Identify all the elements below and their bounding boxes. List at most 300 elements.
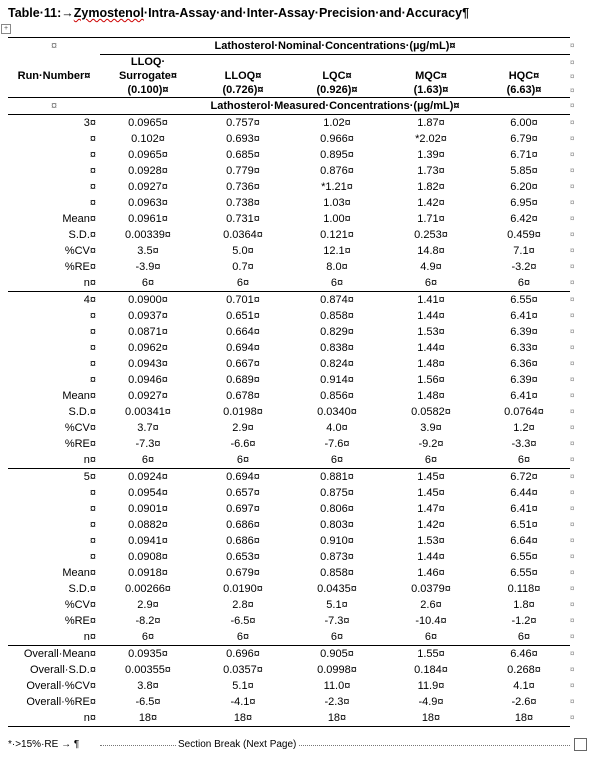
title-text: ·Intra-Assay·and·Inter-Assay·Precision·and·Accuracy¶ bbox=[143, 6, 470, 20]
value-cell: 0.689¤ bbox=[226, 374, 260, 386]
value-cell: 1.45¤ bbox=[417, 487, 445, 499]
value-cell: 12.1¤ bbox=[323, 245, 351, 257]
value-cell: 6¤ bbox=[424, 631, 438, 643]
value-cell: 6¤ bbox=[424, 277, 438, 289]
row-label: Mean¤ bbox=[62, 213, 96, 225]
header-row-measured bbox=[8, 98, 570, 115]
value-cell: 4.9¤ bbox=[420, 261, 442, 273]
table-row bbox=[8, 613, 570, 629]
end-of-row-mark-icon: ¤ bbox=[570, 294, 575, 304]
value-cell: 0.856¤ bbox=[320, 390, 354, 402]
header-row-columns bbox=[8, 69, 570, 83]
value-cell: -7.3¤ bbox=[324, 615, 350, 627]
value-cell: 0.0965¤ bbox=[128, 117, 168, 129]
value-cell: -10.4¤ bbox=[415, 615, 447, 627]
row-label: S.D.¤ bbox=[68, 229, 96, 241]
table-row bbox=[8, 436, 570, 452]
value-cell: -3.2¤ bbox=[511, 261, 537, 273]
value-cell: 0.697¤ bbox=[226, 503, 260, 515]
value-cell: 6.55¤ bbox=[510, 567, 538, 579]
value-cell: 0.858¤ bbox=[320, 567, 354, 579]
value-cell: 1.39¤ bbox=[417, 149, 445, 161]
value-cell: 18¤ bbox=[421, 712, 441, 724]
end-of-row-mark-icon: ¤ bbox=[570, 230, 575, 239]
row-label: ¤ bbox=[89, 310, 96, 322]
column-header bbox=[478, 55, 570, 70]
row-label: 5¤ bbox=[83, 471, 96, 483]
end-of-row-mark-icon: ¤ bbox=[570, 488, 575, 497]
end-of-row-mark-icon: ¤ bbox=[570, 713, 575, 722]
value-cell: 0.0998¤ bbox=[317, 664, 357, 676]
value-cell: 5.0¤ bbox=[232, 245, 254, 257]
value-cell: -9.2¤ bbox=[418, 438, 444, 450]
table-row bbox=[8, 163, 570, 179]
value-cell: 0.873¤ bbox=[320, 551, 354, 563]
overall-row-label: Overall·%RE¤ bbox=[26, 696, 96, 708]
row-label: ¤ bbox=[89, 535, 96, 547]
value-cell: -3.3¤ bbox=[511, 438, 537, 450]
section-break-label: Section Break (Next Page) bbox=[178, 739, 297, 750]
value-cell: 6¤ bbox=[517, 277, 531, 289]
value-cell: -6.5¤ bbox=[230, 615, 256, 627]
table-row-overall bbox=[8, 646, 570, 663]
end-of-row-mark-icon: ¤ bbox=[570, 246, 575, 255]
value-cell: 0.696¤ bbox=[226, 648, 260, 660]
value-cell: 0.0882¤ bbox=[128, 519, 168, 531]
end-of-row-mark-icon: ¤ bbox=[570, 455, 575, 464]
value-cell: 0.824¤ bbox=[320, 358, 354, 370]
value-cell: 0.685¤ bbox=[226, 149, 260, 161]
value-cell: 0.905¤ bbox=[320, 648, 354, 660]
value-cell: 0.874¤ bbox=[320, 294, 354, 306]
end-of-row-mark-icon: ¤ bbox=[570, 423, 575, 432]
value-cell: -7.6¤ bbox=[324, 438, 350, 450]
table-row bbox=[8, 565, 570, 581]
run-number-header: Run·Number¤ bbox=[17, 69, 91, 82]
value-cell: 6.64¤ bbox=[510, 535, 538, 547]
measured-concentrations-header: Lathosterol·Measured·Concentrations·(µg/mL)¤ bbox=[210, 100, 460, 112]
row-label: ¤ bbox=[89, 551, 96, 563]
value-cell: 14.8¤ bbox=[417, 245, 445, 257]
page-footer bbox=[8, 738, 583, 752]
value-cell: 6.36¤ bbox=[510, 358, 538, 370]
value-cell: 0.966¤ bbox=[320, 133, 354, 145]
column-header: LQC¤ bbox=[322, 69, 352, 82]
table-row bbox=[8, 179, 570, 195]
value-cell: 0.0871¤ bbox=[128, 326, 168, 338]
value-cell: 2.6¤ bbox=[420, 599, 442, 611]
end-of-row-mark-icon: ¤ bbox=[570, 536, 575, 545]
overall-row-label: Overall·%CV¤ bbox=[26, 680, 96, 692]
value-cell: 0.0357¤ bbox=[223, 664, 263, 676]
row-label: %RE¤ bbox=[64, 438, 96, 450]
table-row bbox=[8, 517, 570, 533]
value-cell: 0.253¤ bbox=[414, 229, 448, 241]
value-cell: 0.651¤ bbox=[226, 310, 260, 322]
value-cell: 0.0190¤ bbox=[223, 583, 263, 595]
table-row bbox=[8, 195, 570, 211]
table-row bbox=[8, 227, 570, 243]
end-of-row-mark-icon: ¤ bbox=[570, 117, 575, 127]
nominal-concentrations-header: Lathosterol·Nominal·Concentrations·(µg/mL)¤ bbox=[100, 38, 570, 55]
value-cell: 1.87¤ bbox=[417, 117, 445, 129]
end-of-row-mark-icon: ¤ bbox=[570, 407, 575, 416]
table-row bbox=[8, 292, 570, 309]
end-of-row-mark-icon: ¤ bbox=[570, 198, 575, 207]
value-cell: 0.0908¤ bbox=[128, 551, 168, 563]
value-cell: 6.39¤ bbox=[510, 326, 538, 338]
value-cell: 0.914¤ bbox=[320, 374, 354, 386]
value-cell: 1.2¤ bbox=[513, 422, 535, 434]
end-of-row-mark-icon: ¤ bbox=[570, 57, 575, 67]
column-header bbox=[290, 55, 384, 70]
value-cell: *2.02¤ bbox=[415, 133, 447, 145]
table-row bbox=[8, 372, 570, 388]
value-cell: 0.701¤ bbox=[226, 294, 260, 306]
value-cell: -2.6¤ bbox=[511, 696, 537, 708]
row-label: ¤ bbox=[89, 149, 96, 161]
row-label: n¤ bbox=[83, 454, 96, 466]
end-of-row-mark-icon: ¤ bbox=[570, 391, 575, 400]
value-cell: -3.9¤ bbox=[135, 261, 161, 273]
value-cell: 0.694¤ bbox=[226, 342, 260, 354]
end-of-row-mark-icon: ¤ bbox=[570, 311, 575, 320]
cell-mark: ¤ bbox=[50, 40, 58, 53]
value-cell: 0.0935¤ bbox=[128, 648, 168, 660]
value-cell: 0.0946¤ bbox=[128, 374, 168, 386]
value-cell: 1.42¤ bbox=[417, 519, 445, 531]
column-header: HQC¤ bbox=[508, 69, 540, 82]
value-cell: 1.53¤ bbox=[417, 535, 445, 547]
end-of-row-mark-icon: ¤ bbox=[570, 327, 575, 336]
column-header: (6.63)¤ bbox=[506, 83, 542, 96]
row-label: %CV¤ bbox=[64, 245, 96, 257]
value-cell: 1.71¤ bbox=[417, 213, 445, 225]
value-cell: *1.21¤ bbox=[321, 181, 353, 193]
end-of-row-mark-icon: ¤ bbox=[570, 343, 575, 352]
value-cell: 0.0918¤ bbox=[128, 567, 168, 579]
value-cell: 0.0764¤ bbox=[504, 406, 544, 418]
value-cell: 1.44¤ bbox=[417, 342, 445, 354]
end-of-row-mark-icon: ¤ bbox=[570, 375, 575, 384]
value-cell: 2.9¤ bbox=[137, 599, 159, 611]
end-of-row-mark-icon: ¤ bbox=[570, 648, 575, 658]
value-cell: 0.0965¤ bbox=[128, 149, 168, 161]
table-row bbox=[8, 501, 570, 517]
value-cell: 0.693¤ bbox=[226, 133, 260, 145]
table-row bbox=[8, 597, 570, 613]
overall-row-label: Overall·Mean¤ bbox=[23, 648, 96, 660]
value-cell: 1.53¤ bbox=[417, 326, 445, 338]
value-cell: 6.55¤ bbox=[510, 551, 538, 563]
end-of-row-mark-icon: ¤ bbox=[570, 100, 575, 110]
end-of-row-mark-icon: ¤ bbox=[570, 182, 575, 191]
value-cell: 0.00355¤ bbox=[125, 664, 171, 676]
row-label: ¤ bbox=[89, 487, 96, 499]
value-cell: 0.779¤ bbox=[226, 165, 260, 177]
value-cell: 0.0937¤ bbox=[128, 310, 168, 322]
value-cell: 0.876¤ bbox=[320, 165, 354, 177]
value-cell: 0.0435¤ bbox=[317, 583, 357, 595]
value-cell: 0.653¤ bbox=[226, 551, 260, 563]
value-cell: 0.731¤ bbox=[226, 213, 260, 225]
end-of-row-mark-icon: ¤ bbox=[570, 150, 575, 159]
header-spacer bbox=[8, 55, 100, 70]
value-cell: 4.0¤ bbox=[326, 422, 348, 434]
header-row-nominal bbox=[8, 38, 570, 55]
end-of-row-mark-icon: ¤ bbox=[570, 278, 575, 287]
row-label: 4¤ bbox=[83, 294, 96, 306]
value-cell: 1.44¤ bbox=[417, 551, 445, 563]
value-cell: 18¤ bbox=[233, 712, 253, 724]
end-of-row-mark-icon: ¤ bbox=[570, 600, 575, 609]
table-row bbox=[8, 115, 570, 132]
table-row bbox=[8, 485, 570, 501]
end-of-row-mark-icon: ¤ bbox=[570, 584, 575, 593]
value-cell: 6¤ bbox=[330, 631, 344, 643]
value-cell: 6¤ bbox=[517, 631, 531, 643]
value-cell: 6¤ bbox=[236, 454, 250, 466]
value-cell: 18¤ bbox=[138, 712, 158, 724]
value-cell: 0.184¤ bbox=[414, 664, 448, 676]
value-cell: 0.00339¤ bbox=[125, 229, 171, 241]
row-label: n¤ bbox=[83, 277, 96, 289]
value-cell: 5.1¤ bbox=[232, 680, 254, 692]
cell-mark: ¤ bbox=[50, 100, 58, 112]
value-cell: 1.02¤ bbox=[323, 117, 351, 129]
value-cell: 3.9¤ bbox=[420, 422, 442, 434]
end-of-row-mark-icon: ¤ bbox=[570, 665, 575, 674]
value-cell: 6¤ bbox=[517, 454, 531, 466]
end-of-row-mark-icon: ¤ bbox=[570, 134, 575, 143]
value-cell: 0.895¤ bbox=[320, 149, 354, 161]
end-of-row-mark-icon: ¤ bbox=[570, 520, 575, 529]
table-row bbox=[8, 340, 570, 356]
table-row-overall bbox=[8, 710, 570, 727]
move-table-icon[interactable]: + bbox=[1, 24, 11, 34]
row-label: ¤ bbox=[89, 165, 96, 177]
value-cell: 0.657¤ bbox=[226, 487, 260, 499]
section-break-line bbox=[100, 745, 570, 746]
value-cell: 8.0¤ bbox=[326, 261, 348, 273]
value-cell: 6¤ bbox=[330, 454, 344, 466]
table-row bbox=[8, 549, 570, 565]
value-cell: 11.0¤ bbox=[323, 680, 351, 692]
end-of-row-mark-icon: ¤ bbox=[570, 632, 575, 641]
table-row bbox=[8, 452, 570, 469]
value-cell: -2.3¤ bbox=[324, 696, 350, 708]
row-label: %CV¤ bbox=[64, 422, 96, 434]
table-row bbox=[8, 404, 570, 420]
value-cell: 1.47¤ bbox=[417, 503, 445, 515]
row-label: n¤ bbox=[83, 631, 96, 643]
column-header: (0.100)¤ bbox=[127, 83, 169, 96]
column-header: (0.926)¤ bbox=[316, 83, 358, 96]
value-cell: 0.686¤ bbox=[226, 519, 260, 531]
value-cell: 2.8¤ bbox=[232, 599, 254, 611]
value-cell: 2.9¤ bbox=[232, 422, 254, 434]
row-label: %RE¤ bbox=[64, 261, 96, 273]
row-label: ¤ bbox=[89, 197, 96, 209]
table-row bbox=[8, 275, 570, 292]
value-cell: 6¤ bbox=[330, 277, 344, 289]
row-label: ¤ bbox=[89, 181, 96, 193]
value-cell: 3.7¤ bbox=[137, 422, 159, 434]
row-label: S.D.¤ bbox=[68, 583, 96, 595]
value-cell: 0.738¤ bbox=[226, 197, 260, 209]
row-label: ¤ bbox=[89, 358, 96, 370]
table-row bbox=[8, 581, 570, 597]
value-cell: 1.55¤ bbox=[417, 648, 445, 660]
table-row bbox=[8, 533, 570, 549]
value-cell: 0.0928¤ bbox=[128, 165, 168, 177]
value-cell: -4.1¤ bbox=[230, 696, 256, 708]
value-cell: -8.2¤ bbox=[135, 615, 161, 627]
value-cell: 18¤ bbox=[327, 712, 347, 724]
value-cell: 6¤ bbox=[236, 631, 250, 643]
header-row-columns bbox=[8, 83, 570, 98]
value-cell: 1.42¤ bbox=[417, 197, 445, 209]
value-cell: 1.56¤ bbox=[417, 374, 445, 386]
value-cell: 0.0963¤ bbox=[128, 197, 168, 209]
title-prefix: Table·11:→ bbox=[8, 6, 74, 20]
column-header: MQC¤ bbox=[415, 69, 447, 82]
value-cell: 6.55¤ bbox=[510, 294, 538, 306]
end-of-row-mark-icon: ¤ bbox=[570, 616, 575, 625]
value-cell: 1.73¤ bbox=[417, 165, 445, 177]
end-of-row-mark-icon: ¤ bbox=[570, 40, 575, 50]
value-cell: 0.459¤ bbox=[507, 229, 541, 241]
value-cell: 0.0943¤ bbox=[128, 358, 168, 370]
end-of-row-mark-icon: ¤ bbox=[570, 166, 575, 175]
end-of-row-mark-icon: ¤ bbox=[570, 568, 575, 577]
end-of-row-mark-icon: ¤ bbox=[570, 262, 575, 271]
value-cell: 0.838¤ bbox=[320, 342, 354, 354]
table-row bbox=[8, 259, 570, 275]
row-label: ¤ bbox=[89, 503, 96, 515]
value-cell: 0.0901¤ bbox=[128, 503, 168, 515]
value-cell: 1.82¤ bbox=[417, 181, 445, 193]
value-cell: 6.41¤ bbox=[510, 503, 538, 515]
value-cell: 0.0379¤ bbox=[411, 583, 451, 595]
value-cell: 1.48¤ bbox=[417, 390, 445, 402]
value-cell: 0.0961¤ bbox=[128, 213, 168, 225]
overall-row-label: Overall·S.D.¤ bbox=[29, 664, 96, 676]
value-cell: 0.736¤ bbox=[226, 181, 260, 193]
row-label: ¤ bbox=[89, 374, 96, 386]
value-cell: -7.3¤ bbox=[135, 438, 161, 450]
value-cell: 6.42¤ bbox=[510, 213, 538, 225]
value-cell: 0.00266¤ bbox=[125, 583, 171, 595]
value-cell: 0.0198¤ bbox=[223, 406, 263, 418]
column-header bbox=[196, 55, 290, 70]
end-of-row-mark-icon: ¤ bbox=[570, 681, 575, 690]
value-cell: 6.72¤ bbox=[510, 471, 538, 483]
row-label: S.D.¤ bbox=[68, 406, 96, 418]
table-row bbox=[8, 356, 570, 372]
value-cell: 6.71¤ bbox=[510, 149, 538, 161]
column-header bbox=[384, 55, 478, 70]
value-cell: 0.118¤ bbox=[507, 583, 541, 595]
column-header: LLOQ· bbox=[130, 55, 166, 68]
table-row bbox=[8, 131, 570, 147]
row-label: 3¤ bbox=[83, 117, 96, 129]
value-cell: 0.829¤ bbox=[320, 326, 354, 338]
value-cell: 0.121¤ bbox=[320, 229, 354, 241]
value-cell: 4.1¤ bbox=[513, 680, 535, 692]
value-cell: 0.00341¤ bbox=[125, 406, 171, 418]
value-cell: 6.95¤ bbox=[510, 197, 538, 209]
end-of-row-mark-icon: ¤ bbox=[570, 552, 575, 561]
value-cell: 0.858¤ bbox=[320, 310, 354, 322]
column-header: (1.63)¤ bbox=[413, 83, 449, 96]
value-cell: 1.41¤ bbox=[417, 294, 445, 306]
value-cell: 0.0927¤ bbox=[128, 181, 168, 193]
value-cell: 0.806¤ bbox=[320, 503, 354, 515]
value-cell: 1.00¤ bbox=[323, 213, 351, 225]
value-cell: -6.6¤ bbox=[230, 438, 256, 450]
value-cell: 0.875¤ bbox=[320, 487, 354, 499]
value-cell: 0.664¤ bbox=[226, 326, 260, 338]
row-label: ¤ bbox=[89, 133, 96, 145]
table-row bbox=[8, 629, 570, 646]
value-cell: 1.03¤ bbox=[323, 197, 351, 209]
value-cell: 1.44¤ bbox=[417, 310, 445, 322]
table-row bbox=[8, 469, 570, 486]
value-cell: 6¤ bbox=[141, 277, 155, 289]
value-cell: 0.910¤ bbox=[320, 535, 354, 547]
value-cell: 6.20¤ bbox=[510, 181, 538, 193]
value-cell: 0.0962¤ bbox=[128, 342, 168, 354]
table-row bbox=[8, 211, 570, 227]
value-cell: 0.7¤ bbox=[232, 261, 254, 273]
value-cell: 0.667¤ bbox=[226, 358, 260, 370]
table-row bbox=[8, 420, 570, 436]
value-cell: 0.0924¤ bbox=[128, 471, 168, 483]
value-cell: 6¤ bbox=[424, 454, 438, 466]
end-of-row-mark-icon: ¤ bbox=[570, 72, 575, 81]
value-cell: 0.803¤ bbox=[320, 519, 354, 531]
value-cell: 1.45¤ bbox=[417, 471, 445, 483]
row-label: ¤ bbox=[89, 342, 96, 354]
end-of-row-mark-icon: ¤ bbox=[570, 504, 575, 513]
end-of-row-mark-icon: ¤ bbox=[570, 439, 575, 448]
row-label: %RE¤ bbox=[64, 615, 96, 627]
value-cell: -6.5¤ bbox=[135, 696, 161, 708]
value-cell: 6.79¤ bbox=[510, 133, 538, 145]
table-row bbox=[8, 147, 570, 163]
value-cell: 5.85¤ bbox=[510, 165, 538, 177]
value-cell: 0.0941¤ bbox=[128, 535, 168, 547]
value-cell: 6.51¤ bbox=[510, 519, 538, 531]
end-of-row-mark-icon: ¤ bbox=[570, 471, 575, 481]
value-cell: 6.41¤ bbox=[510, 310, 538, 322]
row-label: Mean¤ bbox=[62, 567, 96, 579]
value-cell: 1.8¤ bbox=[513, 599, 535, 611]
value-cell: 0.0340¤ bbox=[317, 406, 357, 418]
table-row bbox=[8, 388, 570, 404]
value-cell: 3.5¤ bbox=[137, 245, 159, 257]
value-cell: 0.268¤ bbox=[507, 664, 541, 676]
value-cell: 0.881¤ bbox=[320, 471, 354, 483]
column-header: Surrogate¤ bbox=[118, 69, 178, 82]
table-row bbox=[8, 324, 570, 340]
value-cell: 0.0900¤ bbox=[128, 294, 168, 306]
table-row bbox=[8, 243, 570, 259]
spellcheck-word[interactable]: Zymostenol bbox=[73, 6, 144, 20]
value-cell: 6¤ bbox=[236, 277, 250, 289]
end-of-row-mark-icon: ¤ bbox=[570, 86, 575, 95]
